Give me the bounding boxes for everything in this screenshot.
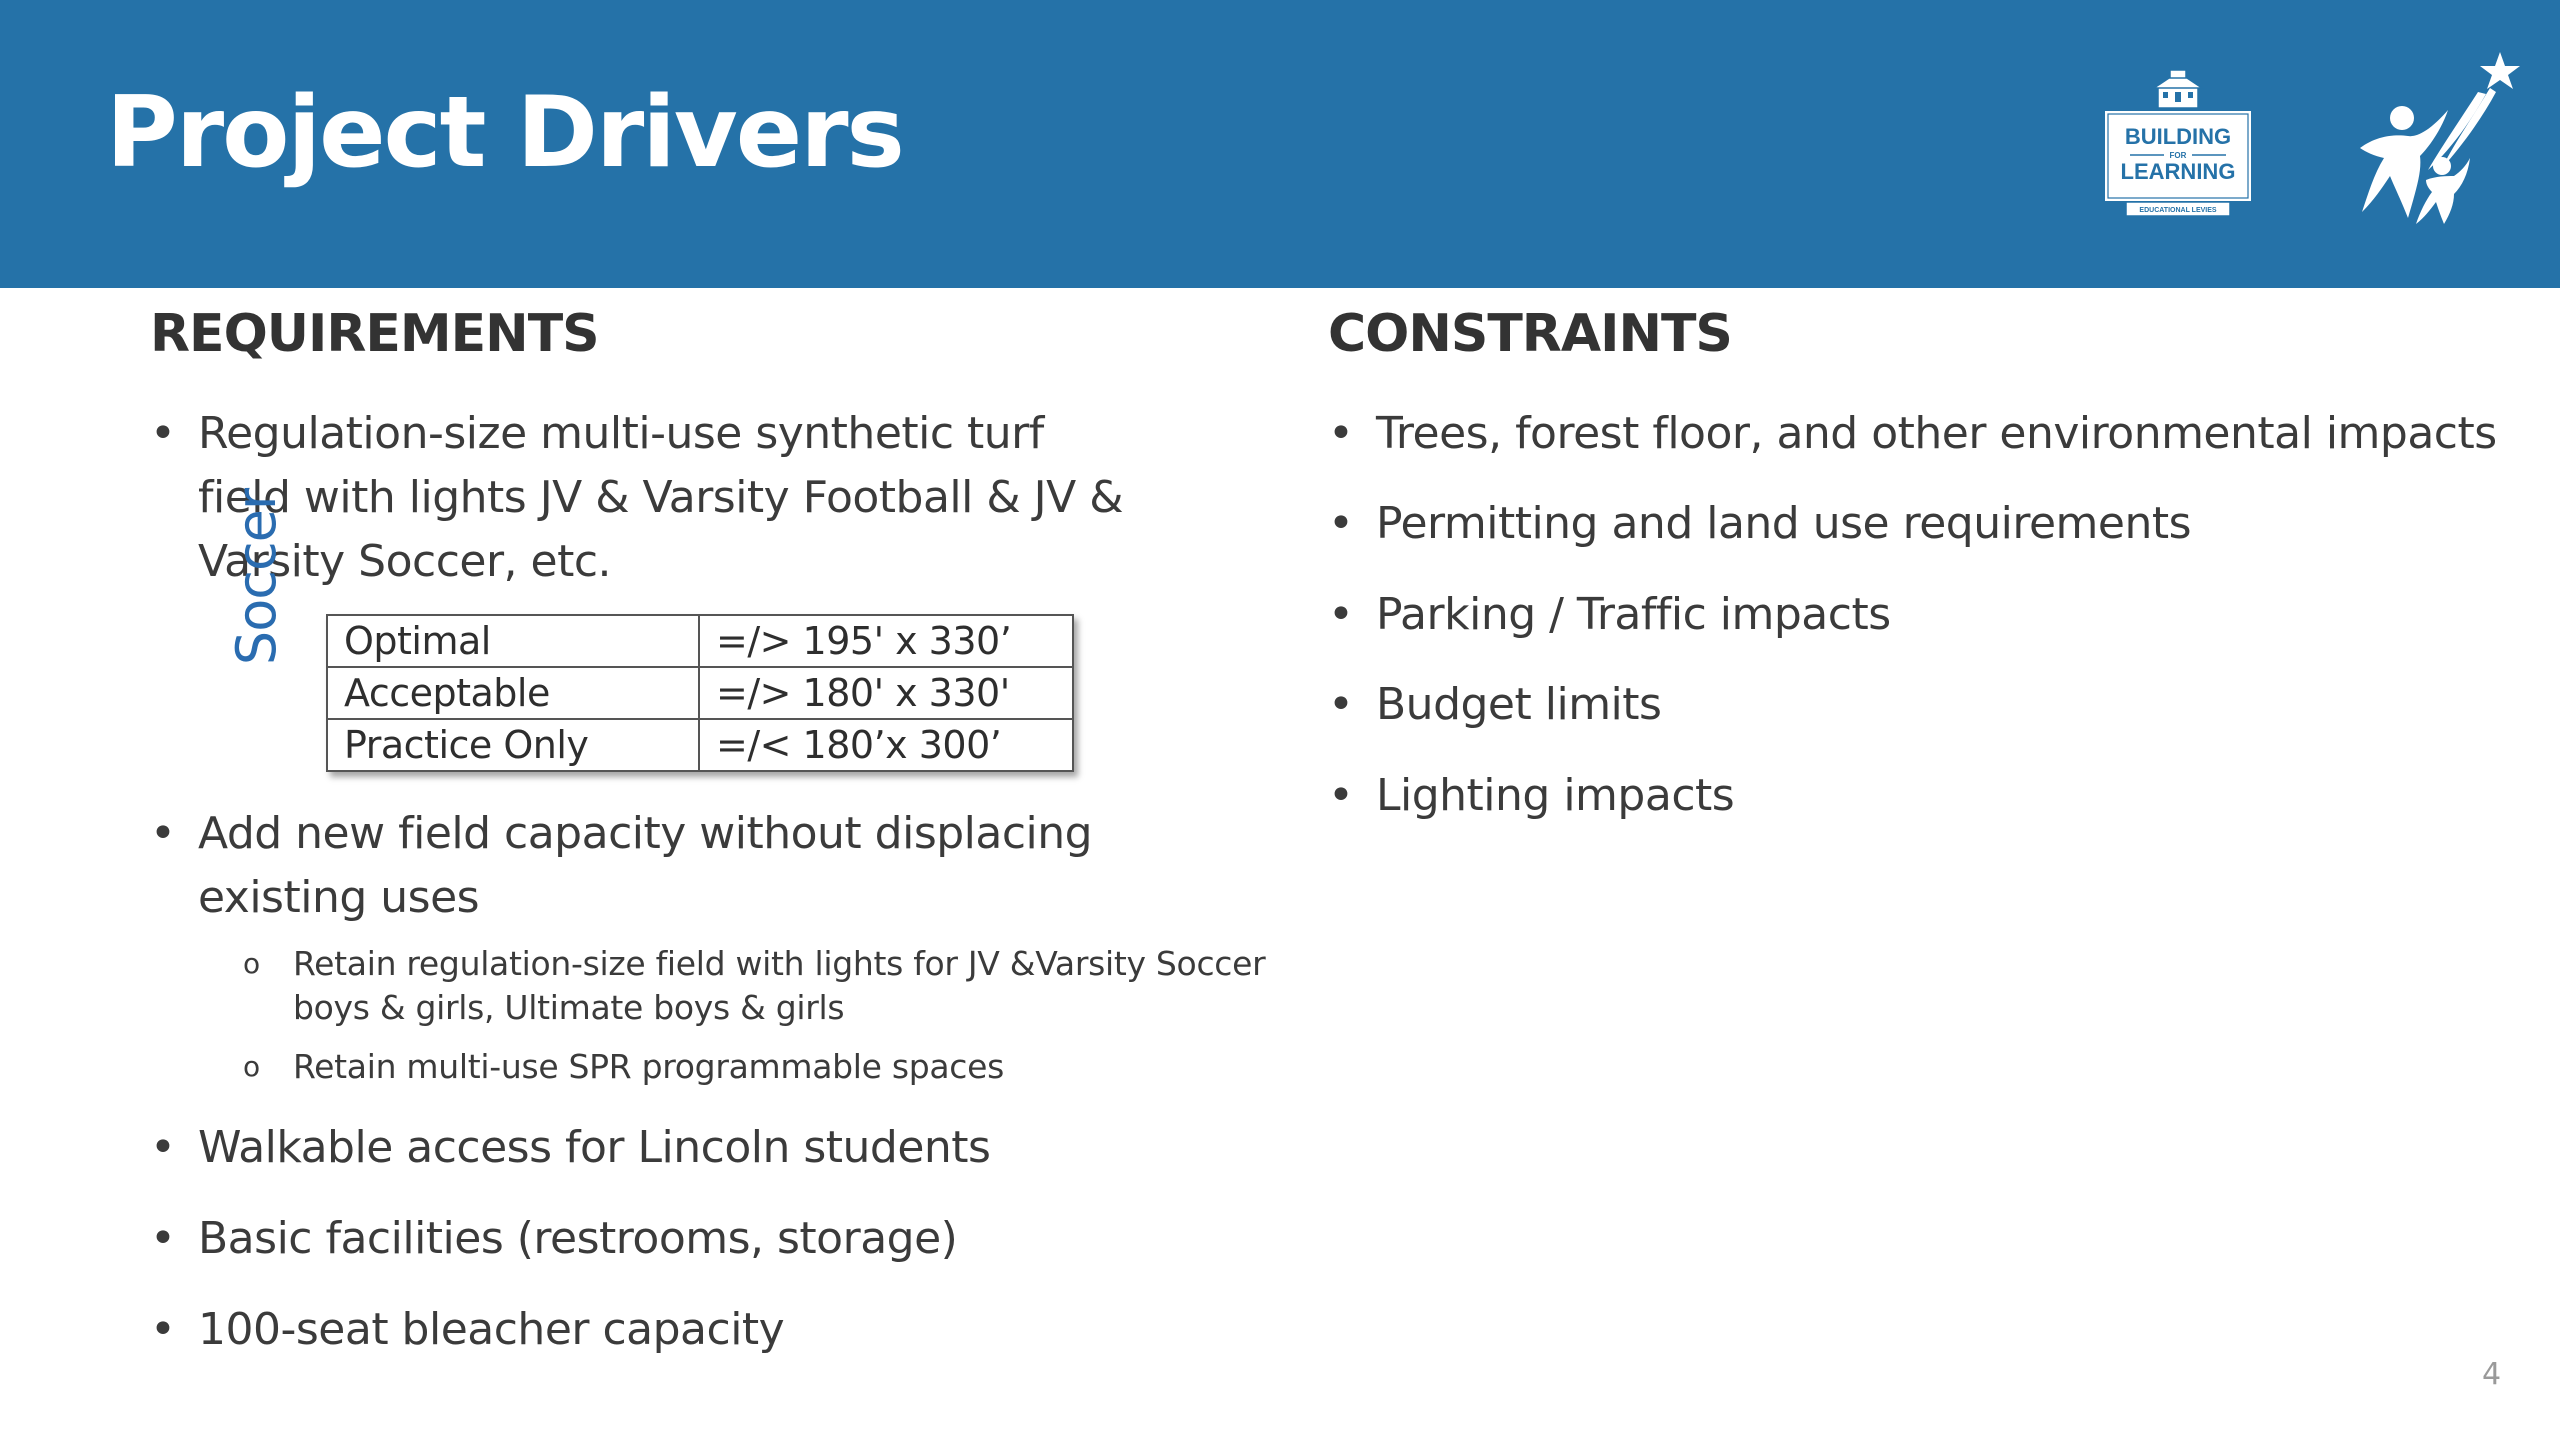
constraint-bullet — [1328, 402, 2497, 466]
bullet-dot: • — [1328, 679, 1354, 730]
constraint-bullet — [1328, 764, 1735, 828]
sub-bullet-retain-field — [243, 942, 1266, 1030]
bullet-dot: • — [150, 808, 176, 859]
sub-bullet-retain-spr — [243, 1045, 1005, 1089]
bullet-dot: • — [150, 408, 176, 459]
constraints-heading: CONSTRAINTS — [1328, 304, 1732, 364]
table-row — [327, 667, 1073, 719]
constraint-bullet — [1328, 583, 1891, 647]
table-cell-value: =/> 180' x 330' — [699, 667, 1073, 719]
sub-bullet-circle: o — [243, 947, 260, 980]
page-title: Project Drivers — [106, 76, 903, 190]
requirement-bullet-walkable-access — [150, 1116, 991, 1180]
building-for-learning-logo — [2100, 66, 2256, 222]
table-cell-value: =/< 180’x 300’ — [699, 719, 1073, 771]
table-row — [327, 615, 1073, 667]
bullet-dot: • — [1328, 589, 1354, 640]
bullet-text-line: Lighting impacts — [1376, 770, 1735, 821]
star-figures-logo — [2350, 48, 2526, 228]
bullet-dot: • — [1328, 498, 1354, 549]
bullet-dot: • — [150, 1213, 176, 1264]
bullet-dot: • — [1328, 408, 1354, 459]
bullet-text-line: existing uses — [198, 872, 480, 923]
sub-bullet-text-line: Retain multi-use SPR programmable spaces — [293, 1047, 1005, 1086]
bullet-dot: • — [150, 1122, 176, 1173]
requirement-bullet-basic-facilities — [150, 1207, 958, 1271]
page-number: 4 — [2482, 1357, 2502, 1392]
table-cell-value: =/> 195' x 330’ — [699, 615, 1073, 667]
logo-text-for: FOR — [2169, 151, 2187, 160]
bullet-text-line: Parking / Traffic impacts — [1376, 589, 1891, 640]
bullet-text-line: Add new field capacity without displacing — [198, 808, 1093, 859]
requirements-heading: REQUIREMENTS — [150, 304, 599, 364]
bullet-text-line: Regulation-size multi-use synthetic turf — [198, 408, 1044, 459]
table-cell-name: Optimal — [327, 615, 699, 667]
bullet-text-line: Permitting and land use requirements — [1376, 498, 2192, 549]
soccer-table-label: Soccer — [225, 488, 288, 666]
constraint-bullet — [1328, 492, 2192, 556]
sub-bullet-circle: o — [243, 1050, 260, 1083]
bullet-text-line: Trees, forest floor, and other environmental impacts — [1376, 408, 2497, 459]
bullet-dot: • — [1328, 770, 1354, 821]
bullet-text-line: 100-seat bleacher capacity — [198, 1304, 785, 1355]
sub-bullet-text-line: boys & girls, Ultimate boys & girls — [293, 988, 845, 1027]
table-cell-name: Acceptable — [327, 667, 699, 719]
bullet-text-line: field with lights JV & Varsity Football & JV & — [198, 472, 1124, 523]
logo-text-learning: LEARNING — [2120, 159, 2236, 184]
logo-text-building: BUILDING — [2124, 124, 2232, 149]
header-band — [0, 0, 2560, 288]
bullet-text-line: Basic facilities (restrooms, storage) — [198, 1213, 958, 1264]
requirement-bullet-turf-field — [150, 402, 1124, 594]
bullet-text-line: Varsity Soccer, etc. — [198, 536, 612, 587]
constraint-bullet — [1328, 673, 1662, 737]
requirement-bullet-field-capacity — [150, 802, 1093, 930]
table-row — [327, 719, 1073, 771]
table-cell-name: Practice Only — [327, 719, 699, 771]
requirement-bullet-bleacher — [150, 1298, 785, 1362]
bullet-text-line: Walkable access for Lincoln students — [198, 1122, 991, 1173]
soccer-field-size-table — [326, 614, 1074, 772]
bullet-text-line: Budget limits — [1376, 679, 1662, 730]
logo-text-levies: EDUCATIONAL LEVIES — [2139, 207, 2217, 214]
bullet-dot: • — [150, 1304, 176, 1355]
sub-bullet-text-line: Retain regulation-size field with lights for JV &Varsity Soccer — [293, 944, 1266, 983]
